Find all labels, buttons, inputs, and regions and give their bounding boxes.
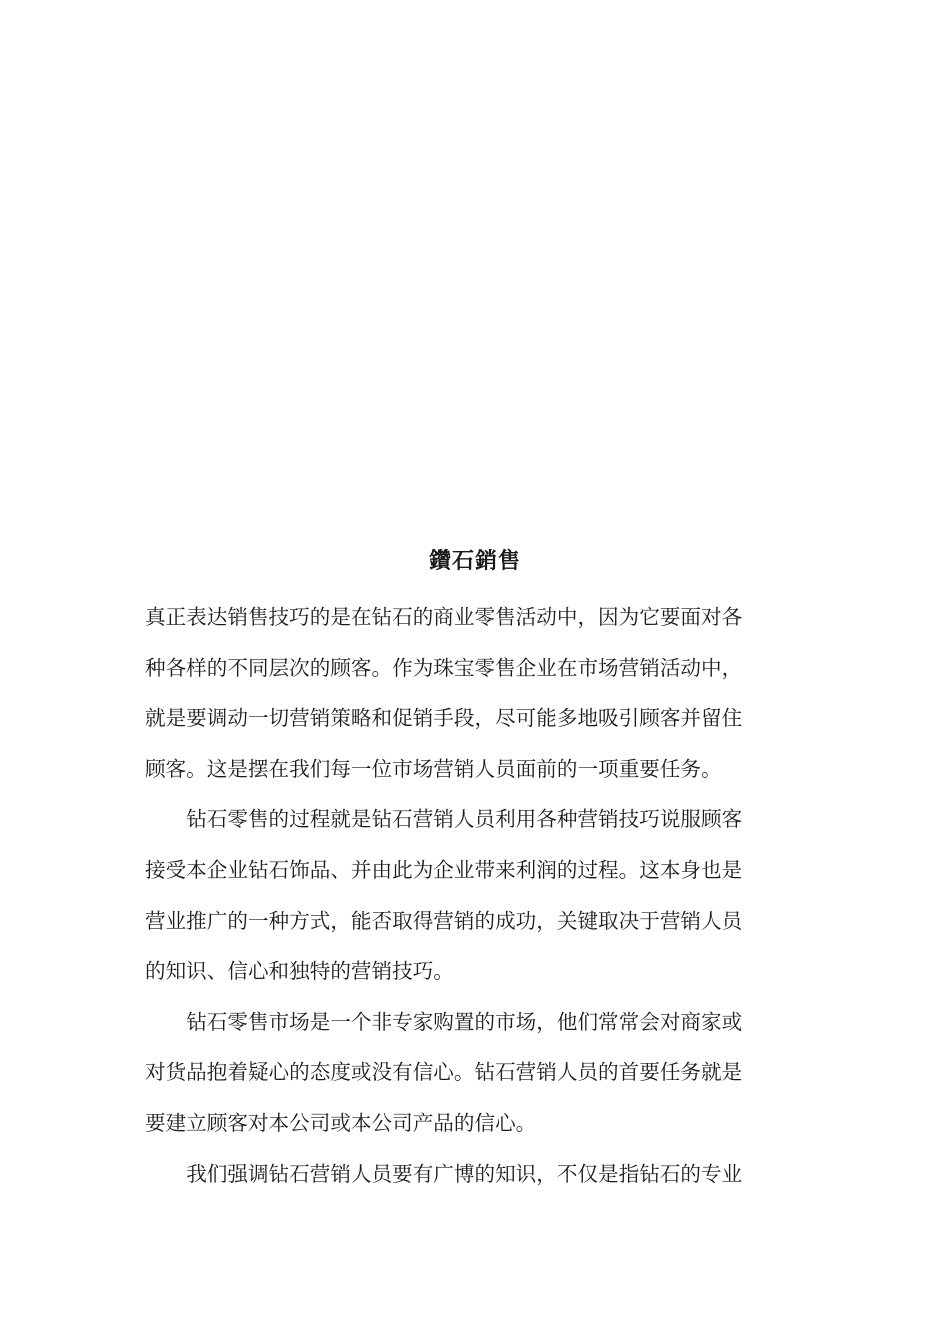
paragraph-3: 钻石零售市场是一个非专家购置的市场，他们常常会对商家或 对货品抱着疑心的态度或没有信心。钻石营销人员的首要任务就是 要建立顾客对本公司或本公司产品的信心。	[145, 1009, 743, 1135]
document-body	[145, 592, 805, 1199]
paragraph-4: 我们强调钻石营销人员要有广博的知识，不仅是指钻石的专业	[186, 1161, 743, 1186]
paragraph-1: 真正表达销售技巧的是在钻石的商业零售活动中，因为它要面对各 种各样的不同层次的顾客。作为珠宝零售企业在市场营销活动中， 就是要调动一切营销策略和促销手段，尽可能多地吸引顾客并留住 顾客。这是摆在我们每一位市场营销人员面前的一项重要任务。	[145, 605, 743, 781]
paragraph-2: 钻石零售的过程就是钻石营销人员利用各种营销技巧说服顾客 接受本企业钻石饰品、并由此为企业带来利润的过程。这本身也是 营业推广的一种方式，能否取得营销的成功，关键取决于营销人员 的知识、信心和独特的营销技巧。	[145, 807, 743, 984]
document-title: 鑽石銷售	[428, 549, 521, 574]
